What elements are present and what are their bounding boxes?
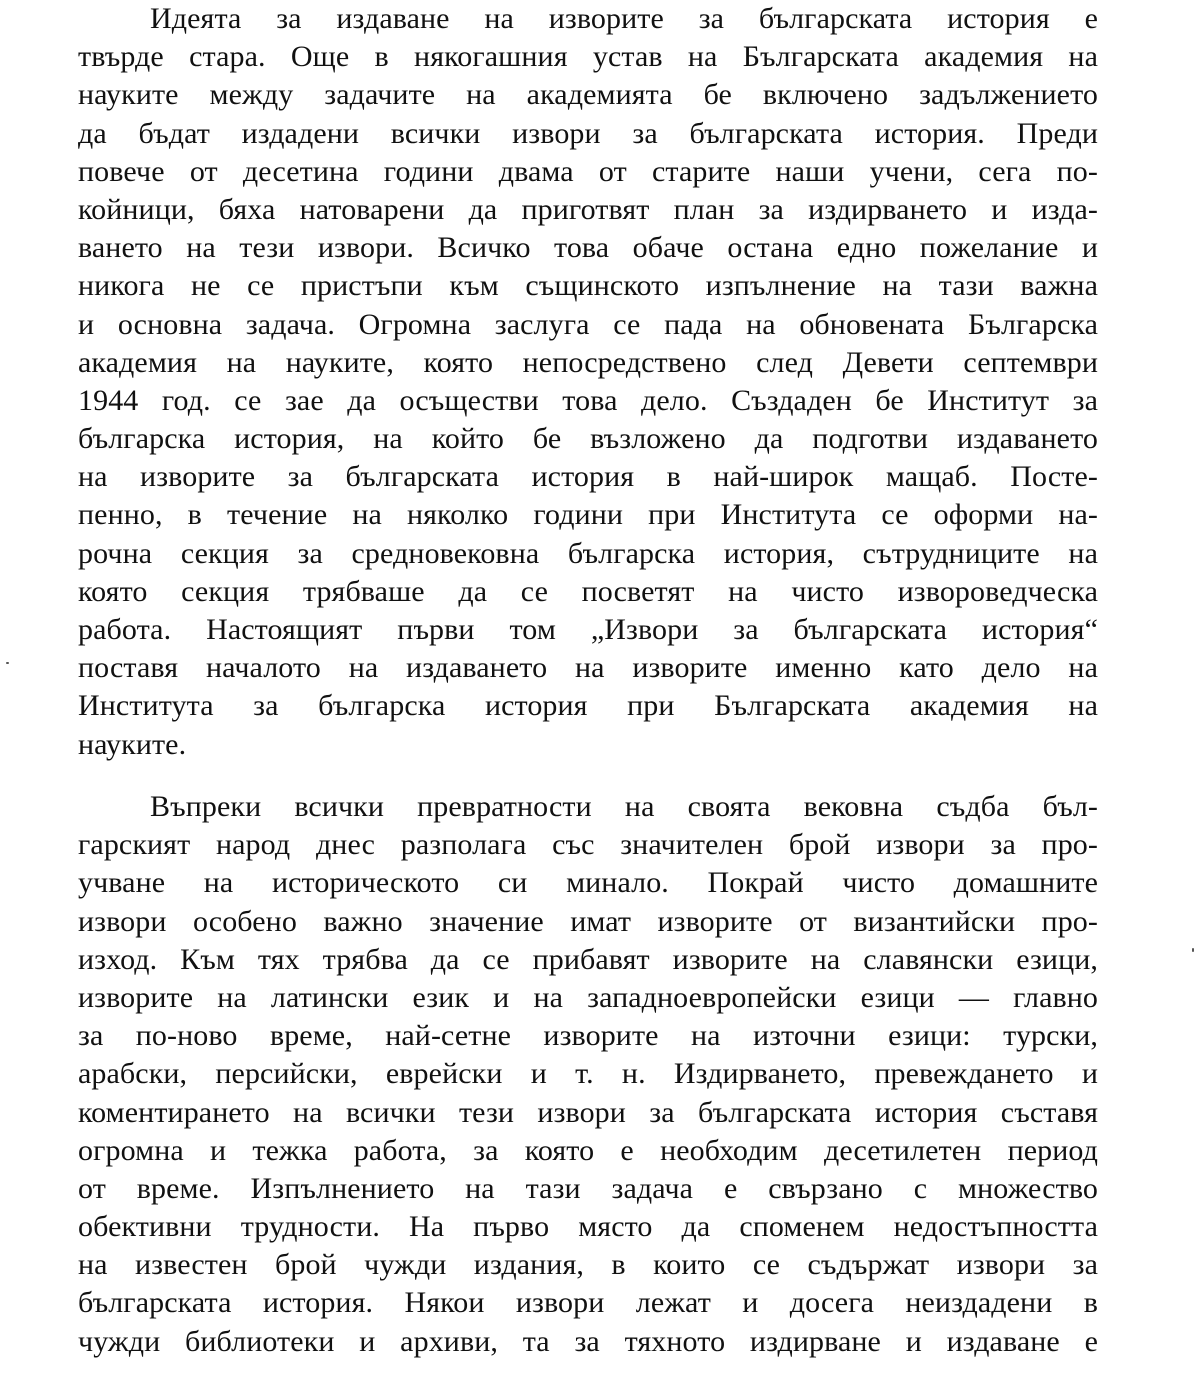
text-line: Института за българска история при Българската академия на	[78, 689, 1098, 723]
text-line: ването на тези извори. Всичко това обаче остана едно пожелание и	[78, 231, 1098, 265]
text-line: науките.	[78, 727, 187, 761]
text-line: извори особено важно значение имат изворите от византийски про-	[78, 904, 1098, 938]
text-line: българската история. Някои извори лежат и досега неиздадени в	[78, 1286, 1098, 1320]
text-line: пенно, в течение на няколко години при Института се оформи на-	[78, 498, 1098, 532]
text-line: изворите на латински език и на западноевропейски езици — главно	[78, 980, 1098, 1014]
text-line: на известен брой чужди издания, в които се съдържат извори за	[78, 1248, 1098, 1282]
document-page	[78, 0, 1098, 1375]
text-line: Идеята за издаване на изворите за българската история е	[150, 2, 1098, 35]
text-line: на изворите за българската история в най-широк мащаб. Посте-	[78, 460, 1098, 494]
text-line: поставя началото на издаването на изворите именно като дело на	[78, 651, 1098, 685]
text-line: 1944 год. се зае да осъществи това дело. Създаден бе Институт за	[78, 383, 1098, 417]
paragraph-2	[78, 788, 1098, 1361]
scan-speck	[1192, 948, 1194, 952]
text-line: и основна задача. Огромна заслуга се пада на обновената Българска	[78, 307, 1098, 341]
text-line: огромна и тежка работа, за която е необходим десетилетен период	[78, 1133, 1098, 1167]
text-line: българска история, на който бе възложено да подготви издаването	[78, 422, 1098, 456]
text-line: изход. Към тях трябва да се прибавят изворите на славянски езици,	[78, 942, 1098, 976]
text-line: коментирането на всички тези извори за българската история съставя	[78, 1095, 1098, 1129]
text-line: науките между задачите на академията бе включено задължението	[78, 78, 1098, 112]
text-line: да бъдат издадени всички извори за българската история. Преди	[78, 116, 1098, 150]
text-line: академия на науките, която непосредствено след Девети септември	[78, 345, 1098, 379]
text-line: твърде стара. Още в някогашния устав на Българската академия на	[78, 40, 1098, 74]
text-line: учване на историческото си минало. Покрай чисто домашните	[78, 866, 1098, 900]
text-line: повече от десетина години двама от старите наши учени, сега по-	[78, 154, 1098, 188]
text-line: чужди библиотеки и архиви, та за тяхното издирване и издаване е	[78, 1324, 1098, 1358]
text-line: койници, бяха натоварени да приготвят план за издирването и изда-	[78, 192, 1098, 226]
text-line: Въпреки всички превратности на своята вековна съдба бъл-	[150, 790, 1098, 823]
text-line: която секция трябваше да се посветят на чисто извороведческа	[78, 574, 1098, 608]
scan-speck	[6, 662, 9, 664]
text-line: никога не се пристъпи към същинското изпълнение на тази важна	[78, 269, 1098, 303]
text-line: арабски, персийски, еврейски и т. н. Издирването, превеждането и	[78, 1057, 1098, 1091]
text-line: от време. Изпълнението на тази задача е свързано с множество	[78, 1171, 1098, 1205]
text-line: работа. Настоящият първи том „Извори за българската история“	[78, 613, 1098, 646]
text-line: обективни трудности. На първо място да споменем недостъпността	[78, 1210, 1098, 1244]
text-line: за по-ново време, най-сетне изворите на източни езици: турски,	[78, 1019, 1098, 1053]
text-line: гарският народ днес разполага със значителен брой извори за про-	[78, 828, 1098, 862]
text-line: рочна секция за средновековна българска история, сътрудниците на	[78, 536, 1098, 570]
paragraph-1	[78, 0, 1098, 764]
